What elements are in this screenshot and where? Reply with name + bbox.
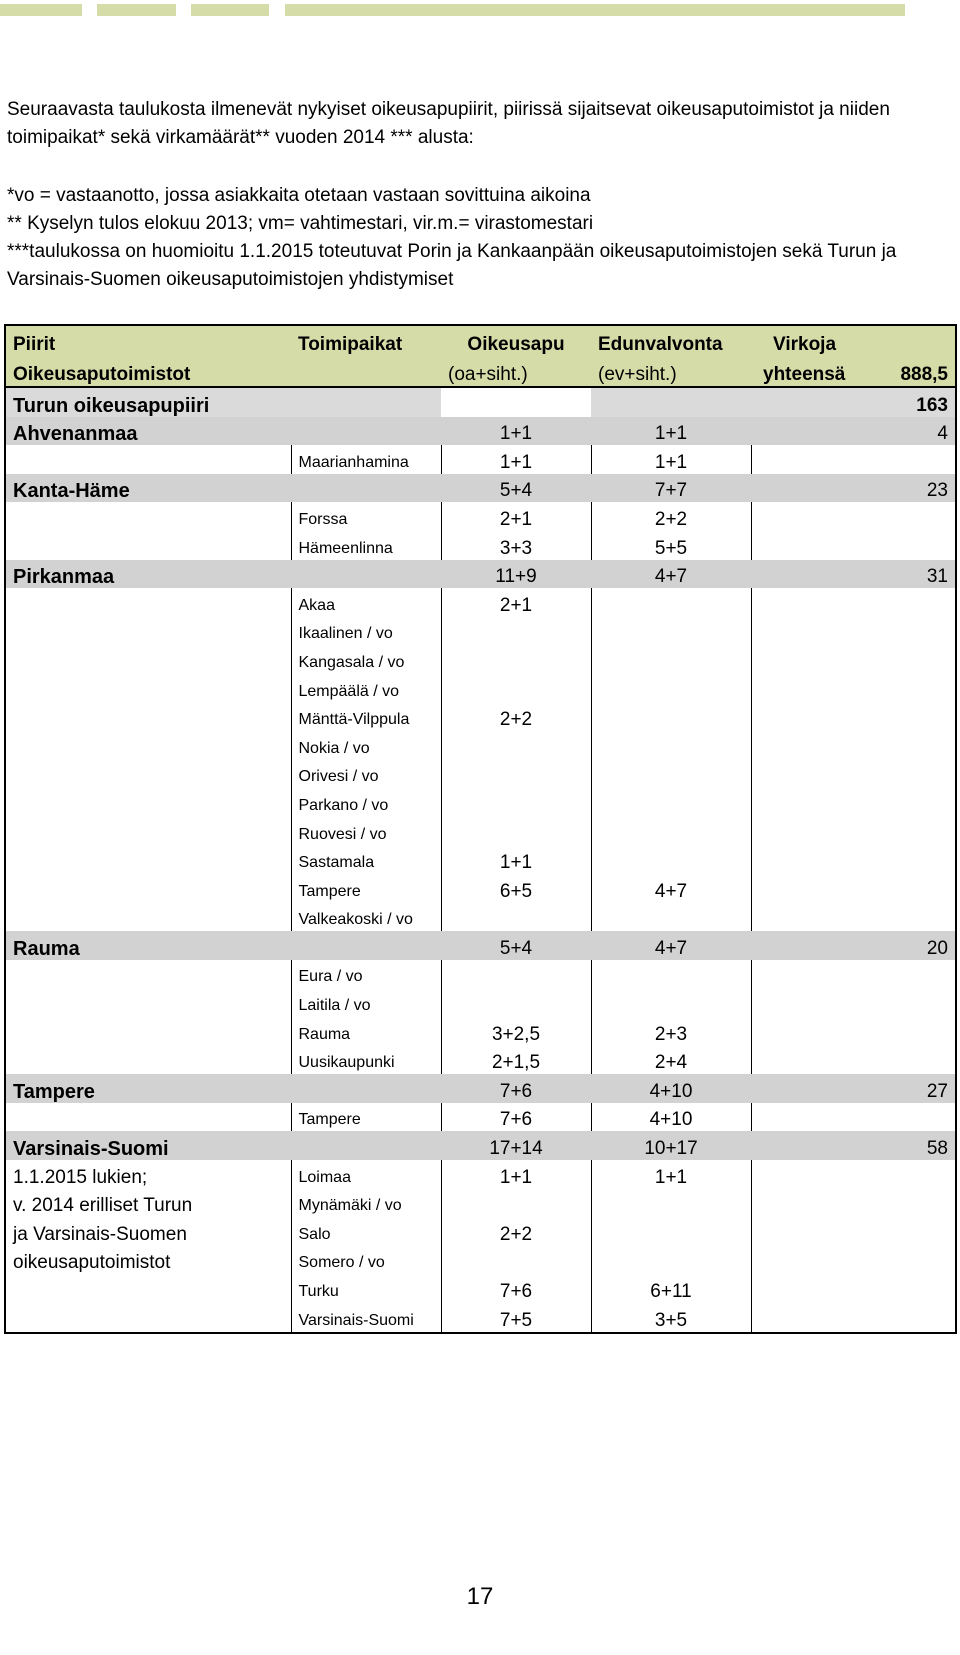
header-decor-bar-2 bbox=[97, 4, 176, 16]
place-name: Salo bbox=[291, 1217, 441, 1246]
place-ev bbox=[591, 1189, 751, 1218]
place-row bbox=[5, 960, 956, 989]
header-edunvalvonta: Edunvalvonta bbox=[591, 325, 751, 356]
place-oa: 2+2 bbox=[441, 703, 591, 732]
office-ev: 4+10 bbox=[591, 1074, 751, 1103]
place-ev bbox=[591, 1246, 751, 1275]
place-name: Loimaa bbox=[291, 1160, 441, 1189]
office-total: 27 bbox=[751, 1074, 956, 1103]
office-row bbox=[5, 931, 956, 960]
place-oa bbox=[441, 674, 591, 703]
place-name: Rauma bbox=[291, 1017, 441, 1046]
office-empty bbox=[291, 931, 441, 960]
intro-notes bbox=[7, 182, 953, 294]
place-total-empty bbox=[751, 731, 956, 760]
place-oa: 7+6 bbox=[441, 1103, 591, 1132]
place-oa: 1+1 bbox=[441, 445, 591, 474]
office-row bbox=[5, 1074, 956, 1103]
place-name: Sastamala bbox=[291, 846, 441, 875]
office-empty bbox=[291, 474, 441, 503]
office-empty bbox=[291, 1131, 441, 1160]
office-empty bbox=[291, 417, 441, 446]
place-oa: 7+6 bbox=[441, 1274, 591, 1303]
place-total-empty bbox=[751, 1189, 956, 1218]
header-toimipaikat: Toimipaikat bbox=[291, 325, 441, 356]
district-name: Turun oikeusapupiiri bbox=[5, 387, 291, 417]
place-total-empty bbox=[751, 588, 956, 617]
place-oa bbox=[441, 1246, 591, 1275]
header-decor-bar-3 bbox=[191, 4, 269, 16]
place-row bbox=[5, 617, 956, 646]
place-ev bbox=[591, 817, 751, 846]
office-row bbox=[5, 474, 956, 503]
office-name: Pirkanmaa bbox=[5, 560, 291, 589]
place-ev: 5+5 bbox=[591, 531, 751, 560]
place-ev bbox=[591, 788, 751, 817]
place-name: Turku bbox=[291, 1274, 441, 1303]
place-ev bbox=[591, 960, 751, 989]
place-ev: 3+5 bbox=[591, 1303, 751, 1333]
place-row bbox=[5, 1217, 956, 1246]
place-row bbox=[5, 1103, 956, 1132]
office-oa: 1+1 bbox=[441, 417, 591, 446]
place-oa: 2+1 bbox=[441, 502, 591, 531]
note-survey: ** Kyselyn tulos elokuu 2013; vm= vahtimestari, vir.m.= virastomestari bbox=[7, 213, 594, 234]
office-note bbox=[5, 760, 291, 789]
office-note: 1.1.2015 lukien; bbox=[5, 1160, 291, 1189]
place-name: Eura / vo bbox=[291, 960, 441, 989]
place-total-empty bbox=[751, 846, 956, 875]
place-row bbox=[5, 703, 956, 732]
place-total-empty bbox=[751, 960, 956, 989]
place-name: Valkeakoski / vo bbox=[291, 903, 441, 932]
place-name: Laitila / vo bbox=[291, 988, 441, 1017]
district-empty bbox=[591, 387, 751, 417]
office-empty bbox=[291, 1074, 441, 1103]
place-name: Akaa bbox=[291, 588, 441, 617]
office-oa: 17+14 bbox=[441, 1131, 591, 1160]
office-total: 58 bbox=[751, 1131, 956, 1160]
place-ev: 2+3 bbox=[591, 1017, 751, 1046]
office-note bbox=[5, 960, 291, 989]
place-row bbox=[5, 674, 956, 703]
office-oa: 5+4 bbox=[441, 474, 591, 503]
district-row bbox=[5, 387, 956, 417]
place-row bbox=[5, 1017, 956, 1046]
place-oa: 1+1 bbox=[441, 846, 591, 875]
place-row bbox=[5, 988, 956, 1017]
office-oa: 11+9 bbox=[441, 560, 591, 589]
office-note bbox=[5, 445, 291, 474]
place-ev: 2+2 bbox=[591, 502, 751, 531]
place-name: Orivesi / vo bbox=[291, 760, 441, 789]
place-row bbox=[5, 531, 956, 560]
office-note: oikeusaputoimistot bbox=[5, 1246, 291, 1275]
place-row bbox=[5, 1274, 956, 1303]
place-name: Lempäälä / vo bbox=[291, 674, 441, 703]
place-ev bbox=[591, 703, 751, 732]
place-oa bbox=[441, 817, 591, 846]
office-name: Ahvenanmaa bbox=[5, 417, 291, 446]
header-piirit: Piirit bbox=[5, 325, 291, 356]
office-note bbox=[5, 1046, 291, 1075]
header-yhteensa: yhteensä bbox=[763, 364, 846, 385]
place-row bbox=[5, 502, 956, 531]
place-total-empty bbox=[751, 617, 956, 646]
place-total-empty bbox=[751, 1017, 956, 1046]
place-row bbox=[5, 445, 956, 474]
place-row bbox=[5, 760, 956, 789]
place-oa bbox=[441, 617, 591, 646]
place-oa bbox=[441, 788, 591, 817]
place-ev bbox=[591, 731, 751, 760]
place-row bbox=[5, 1046, 956, 1075]
place-row bbox=[5, 645, 956, 674]
place-name: Tampere bbox=[291, 1103, 441, 1132]
place-oa bbox=[441, 988, 591, 1017]
office-note bbox=[5, 988, 291, 1017]
place-oa: 3+3 bbox=[441, 531, 591, 560]
place-total-empty bbox=[751, 1246, 956, 1275]
office-note bbox=[5, 645, 291, 674]
place-name: Kangasala / vo bbox=[291, 645, 441, 674]
place-total-empty bbox=[751, 1160, 956, 1189]
place-total-empty bbox=[751, 445, 956, 474]
header-row-2 bbox=[5, 356, 956, 387]
district-empty bbox=[291, 387, 441, 417]
place-total-empty bbox=[751, 760, 956, 789]
place-total-empty bbox=[751, 645, 956, 674]
place-total-empty bbox=[751, 674, 956, 703]
header-row-1 bbox=[5, 325, 956, 356]
header-empty bbox=[291, 356, 441, 387]
place-ev: 1+1 bbox=[591, 1160, 751, 1189]
place-total-empty bbox=[751, 1103, 956, 1132]
header-decor-bar-4 bbox=[285, 4, 905, 16]
place-name: Maarianhamina bbox=[291, 445, 441, 474]
place-ev bbox=[591, 846, 751, 875]
office-row bbox=[5, 560, 956, 589]
place-oa: 1+1 bbox=[441, 1160, 591, 1189]
office-note bbox=[5, 588, 291, 617]
header-virkoja: Virkoja bbox=[751, 325, 956, 356]
office-note bbox=[5, 703, 291, 732]
place-oa: 6+5 bbox=[441, 874, 591, 903]
office-note: ja Varsinais-Suomen bbox=[5, 1217, 291, 1246]
place-ev: 2+4 bbox=[591, 1046, 751, 1075]
place-row bbox=[5, 1160, 956, 1189]
place-ev: 4+7 bbox=[591, 874, 751, 903]
note-merger: ***taulukossa on huomioitu 1.1.2015 toteutuvat Porin ja Kankaanpään oikeusaputoimistojen sekä Turun ja Varsinais-Suomen oikeusaputoimistojen yhdistymiset bbox=[7, 241, 897, 290]
place-ev bbox=[591, 645, 751, 674]
header-total: 888,5 bbox=[900, 364, 948, 385]
place-name: Ruovesi / vo bbox=[291, 817, 441, 846]
office-note bbox=[5, 788, 291, 817]
place-total-empty bbox=[751, 903, 956, 932]
place-name: Mänttä-Vilppula bbox=[291, 703, 441, 732]
office-note bbox=[5, 617, 291, 646]
place-name: Forssa bbox=[291, 502, 441, 531]
office-note bbox=[5, 874, 291, 903]
place-ev bbox=[591, 674, 751, 703]
place-oa: 3+2,5 bbox=[441, 1017, 591, 1046]
office-name: Varsinais-Suomi bbox=[5, 1131, 291, 1160]
office-row bbox=[5, 1131, 956, 1160]
place-oa bbox=[441, 760, 591, 789]
place-total-empty bbox=[751, 531, 956, 560]
place-total-empty bbox=[751, 788, 956, 817]
page-number: 17 bbox=[466, 1583, 494, 1610]
place-row bbox=[5, 588, 956, 617]
place-name: Hämeenlinna bbox=[291, 531, 441, 560]
place-oa bbox=[441, 960, 591, 989]
district-total: 163 bbox=[751, 387, 956, 417]
place-name: Somero / vo bbox=[291, 1246, 441, 1275]
office-note bbox=[5, 903, 291, 932]
place-ev: 1+1 bbox=[591, 445, 751, 474]
place-row bbox=[5, 1189, 956, 1218]
office-oa: 5+4 bbox=[441, 931, 591, 960]
place-total-empty bbox=[751, 874, 956, 903]
office-note bbox=[5, 1017, 291, 1046]
place-ev bbox=[591, 760, 751, 789]
header-oikeusapu: Oikeusapu bbox=[441, 325, 591, 356]
header-oikeusaputoimistot: Oikeusaputoimistot bbox=[5, 356, 291, 387]
place-oa bbox=[441, 903, 591, 932]
office-note bbox=[5, 1103, 291, 1132]
place-name: Nokia / vo bbox=[291, 731, 441, 760]
office-row bbox=[5, 417, 956, 446]
intro-paragraph bbox=[7, 96, 953, 152]
place-row bbox=[5, 731, 956, 760]
office-total: 20 bbox=[751, 931, 956, 960]
place-total-empty bbox=[751, 817, 956, 846]
office-note bbox=[5, 846, 291, 875]
office-name: Rauma bbox=[5, 931, 291, 960]
place-oa bbox=[441, 1189, 591, 1218]
office-ev: 10+17 bbox=[591, 1131, 751, 1160]
place-name: Mynämäki / vo bbox=[291, 1189, 441, 1218]
office-total: 23 bbox=[751, 474, 956, 503]
place-ev: 4+10 bbox=[591, 1103, 751, 1132]
place-total-empty bbox=[751, 502, 956, 531]
place-row bbox=[5, 1246, 956, 1275]
office-note bbox=[5, 531, 291, 560]
place-name: Varsinais-Suomi bbox=[291, 1303, 441, 1333]
place-ev bbox=[591, 617, 751, 646]
place-row bbox=[5, 846, 956, 875]
place-oa: 2+1 bbox=[441, 588, 591, 617]
legal-aid-table bbox=[4, 324, 957, 1334]
office-note bbox=[5, 1303, 291, 1333]
office-ev: 4+7 bbox=[591, 931, 751, 960]
place-ev: 6+11 bbox=[591, 1274, 751, 1303]
place-oa: 2+2 bbox=[441, 1217, 591, 1246]
district-empty bbox=[441, 387, 591, 417]
place-ev bbox=[591, 903, 751, 932]
office-note bbox=[5, 1274, 291, 1303]
place-oa: 2+1,5 bbox=[441, 1046, 591, 1075]
office-name: Tampere bbox=[5, 1074, 291, 1103]
office-oa: 7+6 bbox=[441, 1074, 591, 1103]
place-row bbox=[5, 874, 956, 903]
office-note bbox=[5, 502, 291, 531]
place-name: Parkano / vo bbox=[291, 788, 441, 817]
place-row bbox=[5, 817, 956, 846]
office-ev: 1+1 bbox=[591, 417, 751, 446]
office-name: Kanta-Häme bbox=[5, 474, 291, 503]
place-ev bbox=[591, 988, 751, 1017]
header-decor-bar-1 bbox=[0, 4, 82, 16]
office-note bbox=[5, 674, 291, 703]
place-total-empty bbox=[751, 1303, 956, 1333]
office-note bbox=[5, 731, 291, 760]
place-oa: 7+5 bbox=[441, 1303, 591, 1333]
place-oa bbox=[441, 645, 591, 674]
header-ev-siht: (ev+siht.) bbox=[591, 356, 751, 387]
note-vo: *vo = vastaanotto, jossa asiakkaita otetaan vastaan sovittuina aikoina bbox=[7, 185, 591, 206]
place-ev bbox=[591, 1217, 751, 1246]
place-oa bbox=[441, 731, 591, 760]
office-ev: 4+7 bbox=[591, 560, 751, 589]
header-oa-siht: (oa+siht.) bbox=[441, 356, 591, 387]
office-total: 31 bbox=[751, 560, 956, 589]
place-total-empty bbox=[751, 988, 956, 1017]
office-note bbox=[5, 817, 291, 846]
office-ev: 7+7 bbox=[591, 474, 751, 503]
place-name: Ikaalinen / vo bbox=[291, 617, 441, 646]
place-total-empty bbox=[751, 703, 956, 732]
place-row bbox=[5, 788, 956, 817]
intro-text: Seuraavasta taulukosta ilmenevät nykyiset oikeusapupiirit, piirissä sijaitsevat oikeusaputoimistot ja niiden toimipaikat* sekä virkamäärät** vuoden 2014 *** alusta: bbox=[7, 99, 890, 148]
place-ev bbox=[591, 588, 751, 617]
place-total-empty bbox=[751, 1046, 956, 1075]
place-total-empty bbox=[751, 1274, 956, 1303]
place-row bbox=[5, 903, 956, 932]
office-empty bbox=[291, 560, 441, 589]
office-total: 4 bbox=[751, 417, 956, 446]
place-name: Uusikaupunki bbox=[291, 1046, 441, 1075]
office-note: v. 2014 erilliset Turun bbox=[5, 1189, 291, 1218]
place-total-empty bbox=[751, 1217, 956, 1246]
header-yhteensa-cell bbox=[751, 356, 956, 387]
place-name: Tampere bbox=[291, 874, 441, 903]
place-row bbox=[5, 1303, 956, 1333]
